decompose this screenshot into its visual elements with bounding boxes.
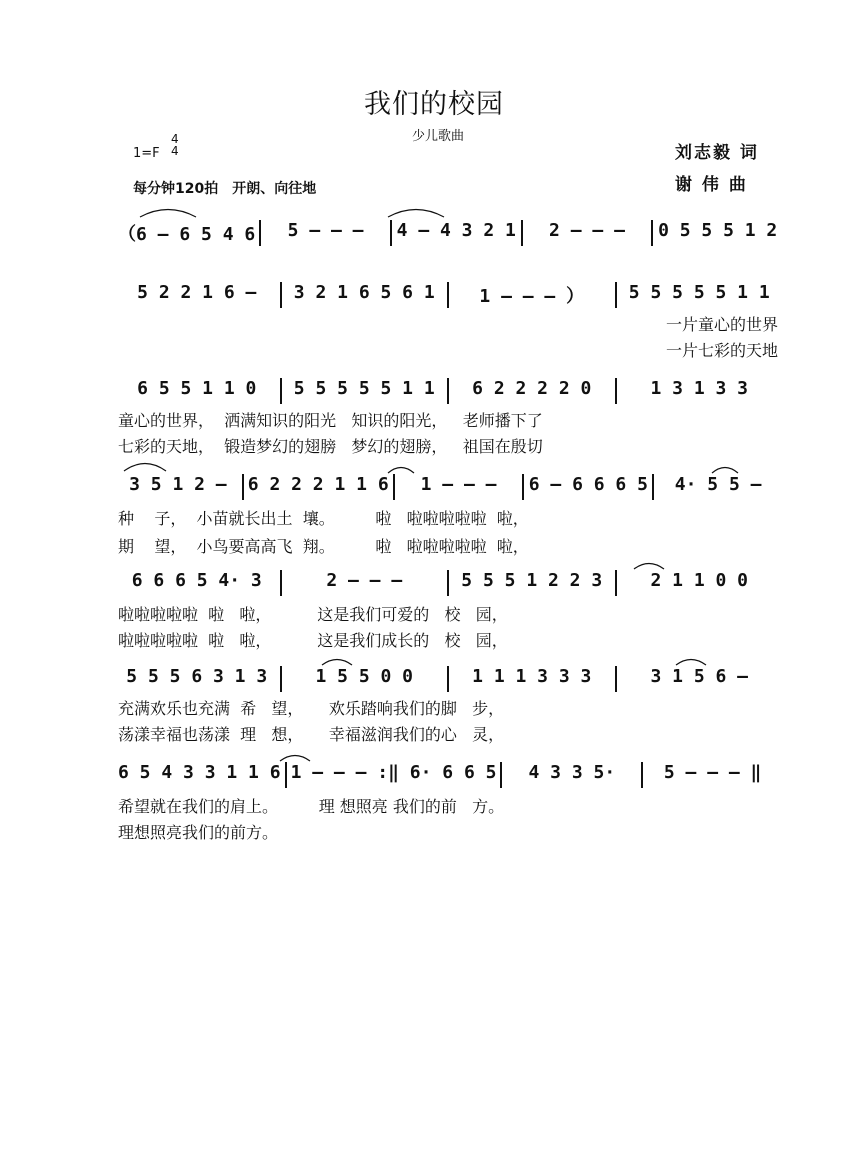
barline bbox=[615, 282, 617, 308]
measure: 1 – – – ） bbox=[479, 286, 585, 307]
notation-line bbox=[118, 220, 778, 246]
barline bbox=[521, 220, 523, 246]
barline bbox=[280, 282, 282, 308]
measure: 4 – 4 3 2 1 bbox=[396, 220, 516, 241]
notation-line bbox=[118, 666, 778, 692]
measure: 6 5 5 1 1 0 bbox=[137, 378, 257, 399]
measure: （6 – 6 5 4 6 bbox=[118, 224, 256, 245]
slur-arc bbox=[138, 206, 198, 218]
measure: 4 3 3 5· bbox=[528, 762, 616, 783]
slur-arc bbox=[386, 206, 446, 218]
measure: 2 – – – bbox=[549, 220, 625, 241]
measure: 6 2 2 2 1 1 6 bbox=[247, 474, 389, 495]
measure: 5 2 2 1 6 – bbox=[137, 282, 257, 303]
tie-arc bbox=[710, 464, 740, 474]
lyric-verse-2: 荡漾幸福也荡漾 理 想， 幸福滋润我们的心 灵， bbox=[118, 725, 505, 744]
measure: 3 1 5 6 – bbox=[650, 666, 749, 687]
barline bbox=[447, 666, 449, 692]
lyric-verse-1: 啦啦啦啦啦 啦 啦， 这是我们可爱的 校 园， bbox=[118, 605, 508, 624]
lyric-verse-2: 七彩的天地， 锻造梦幻的翅膀 梦幻的翅膀， 祖国在殷切 bbox=[118, 437, 543, 456]
barline bbox=[280, 378, 282, 404]
barline bbox=[615, 666, 617, 692]
measure: 1 1 1 3 3 3 bbox=[472, 666, 592, 687]
measure: 5 5 5 6 3 1 3 bbox=[126, 666, 268, 687]
page-title: 我们的校园 bbox=[364, 89, 504, 120]
barline bbox=[522, 474, 524, 500]
lyric-verse-2: 期 望， 小鸟要高高飞 翔。 啦 啦啦啦啦啦 啦， bbox=[118, 537, 529, 556]
barline bbox=[615, 378, 617, 404]
barline bbox=[259, 220, 261, 246]
barline bbox=[390, 220, 392, 246]
measure: 5 – – – ‖ bbox=[663, 762, 762, 783]
tie-arc bbox=[386, 464, 416, 474]
lyric-verse-1: 希望就在我们的肩上。 理 想照亮 我们的前 方。 bbox=[118, 797, 505, 816]
measure: 6 – 6 6 6 5 bbox=[528, 474, 648, 495]
notation-line bbox=[118, 474, 778, 500]
measure: 1 – – – :‖ 6· 6 6 5 bbox=[290, 762, 497, 783]
tie-arc bbox=[320, 656, 354, 666]
lyric-verse-2: 啦啦啦啦啦 啦 啦， 这是我们成长的 校 园， bbox=[118, 631, 508, 650]
barline bbox=[500, 762, 502, 788]
measure: 1 – – – bbox=[420, 474, 497, 495]
notation-line bbox=[118, 570, 778, 596]
lyric-verse-1: 种 子， 小苗就长出土 壤。 啦 啦啦啦啦啦 啦， bbox=[118, 509, 529, 528]
lyric-verse-1: 一片童心的世界 bbox=[665, 315, 778, 334]
measure: 6 6 6 5 4· 3 bbox=[131, 570, 262, 591]
tie-arc bbox=[632, 560, 666, 570]
measure: 3 5 1 2 – bbox=[129, 474, 227, 495]
measure: 2 – – – bbox=[326, 570, 403, 591]
time-signature bbox=[171, 133, 179, 157]
barline bbox=[280, 666, 282, 692]
measure: 6 2 2 2 2 0 bbox=[472, 378, 592, 399]
measure: 5 5 5 5 5 1 1 bbox=[628, 282, 770, 303]
time-signature-top: 4 bbox=[171, 132, 179, 146]
measure: 5 5 5 5 5 1 1 bbox=[293, 378, 435, 399]
measure: 3 2 1 6 5 6 1 bbox=[293, 282, 435, 303]
measure: 5 – – – bbox=[287, 220, 364, 241]
subtitle: 少儿歌曲 bbox=[411, 129, 464, 144]
notation-line bbox=[118, 378, 778, 404]
composer-credit: 谢 伟 曲 bbox=[675, 175, 748, 195]
notation-line bbox=[118, 282, 778, 308]
measure: 1 5 5 0 0 bbox=[315, 666, 414, 687]
measure: 1 3 1 3 3 bbox=[650, 378, 749, 399]
barline bbox=[447, 282, 449, 308]
key-signature: 1=F bbox=[133, 146, 160, 161]
measure: 2 1 1 0 0 bbox=[650, 570, 749, 591]
barline bbox=[641, 762, 643, 788]
lyricist-credit: 刘志毅 词 bbox=[675, 143, 759, 163]
barline bbox=[615, 570, 617, 596]
lyric-verse-1: 童心的世界， 洒满知识的阳光 知识的阳光， 老师播下了 bbox=[118, 411, 543, 430]
barline bbox=[280, 570, 282, 596]
barline bbox=[447, 570, 449, 596]
measure: 5 5 5 1 2 2 3 bbox=[461, 570, 603, 591]
lyric-verse-2: 一片七彩的天地 bbox=[665, 341, 778, 360]
measure: 4· 5 5 – bbox=[674, 474, 762, 495]
slur-arc bbox=[122, 460, 168, 472]
barline bbox=[651, 220, 653, 246]
measure: 0 5 5 5 1 2 bbox=[658, 220, 778, 241]
barline bbox=[242, 474, 244, 500]
lyric-verse-2: 理想照亮我们的前方。 bbox=[118, 823, 279, 842]
tie-arc bbox=[674, 656, 708, 666]
time-signature-bottom: 4 bbox=[171, 144, 179, 158]
notation-line bbox=[118, 762, 778, 788]
tie-arc bbox=[278, 752, 312, 762]
lyric-verse-1: 充满欢乐也充满 希 望， 欢乐踏响我们的脚 步， bbox=[118, 699, 505, 718]
barline bbox=[447, 378, 449, 404]
measure: 6 5 4 3 3 1 1 6 bbox=[118, 762, 281, 783]
barline bbox=[393, 474, 395, 500]
barline bbox=[285, 762, 287, 788]
barline bbox=[652, 474, 654, 500]
tempo-marking: 每分钟120拍 开朗、向往地 bbox=[133, 181, 317, 197]
